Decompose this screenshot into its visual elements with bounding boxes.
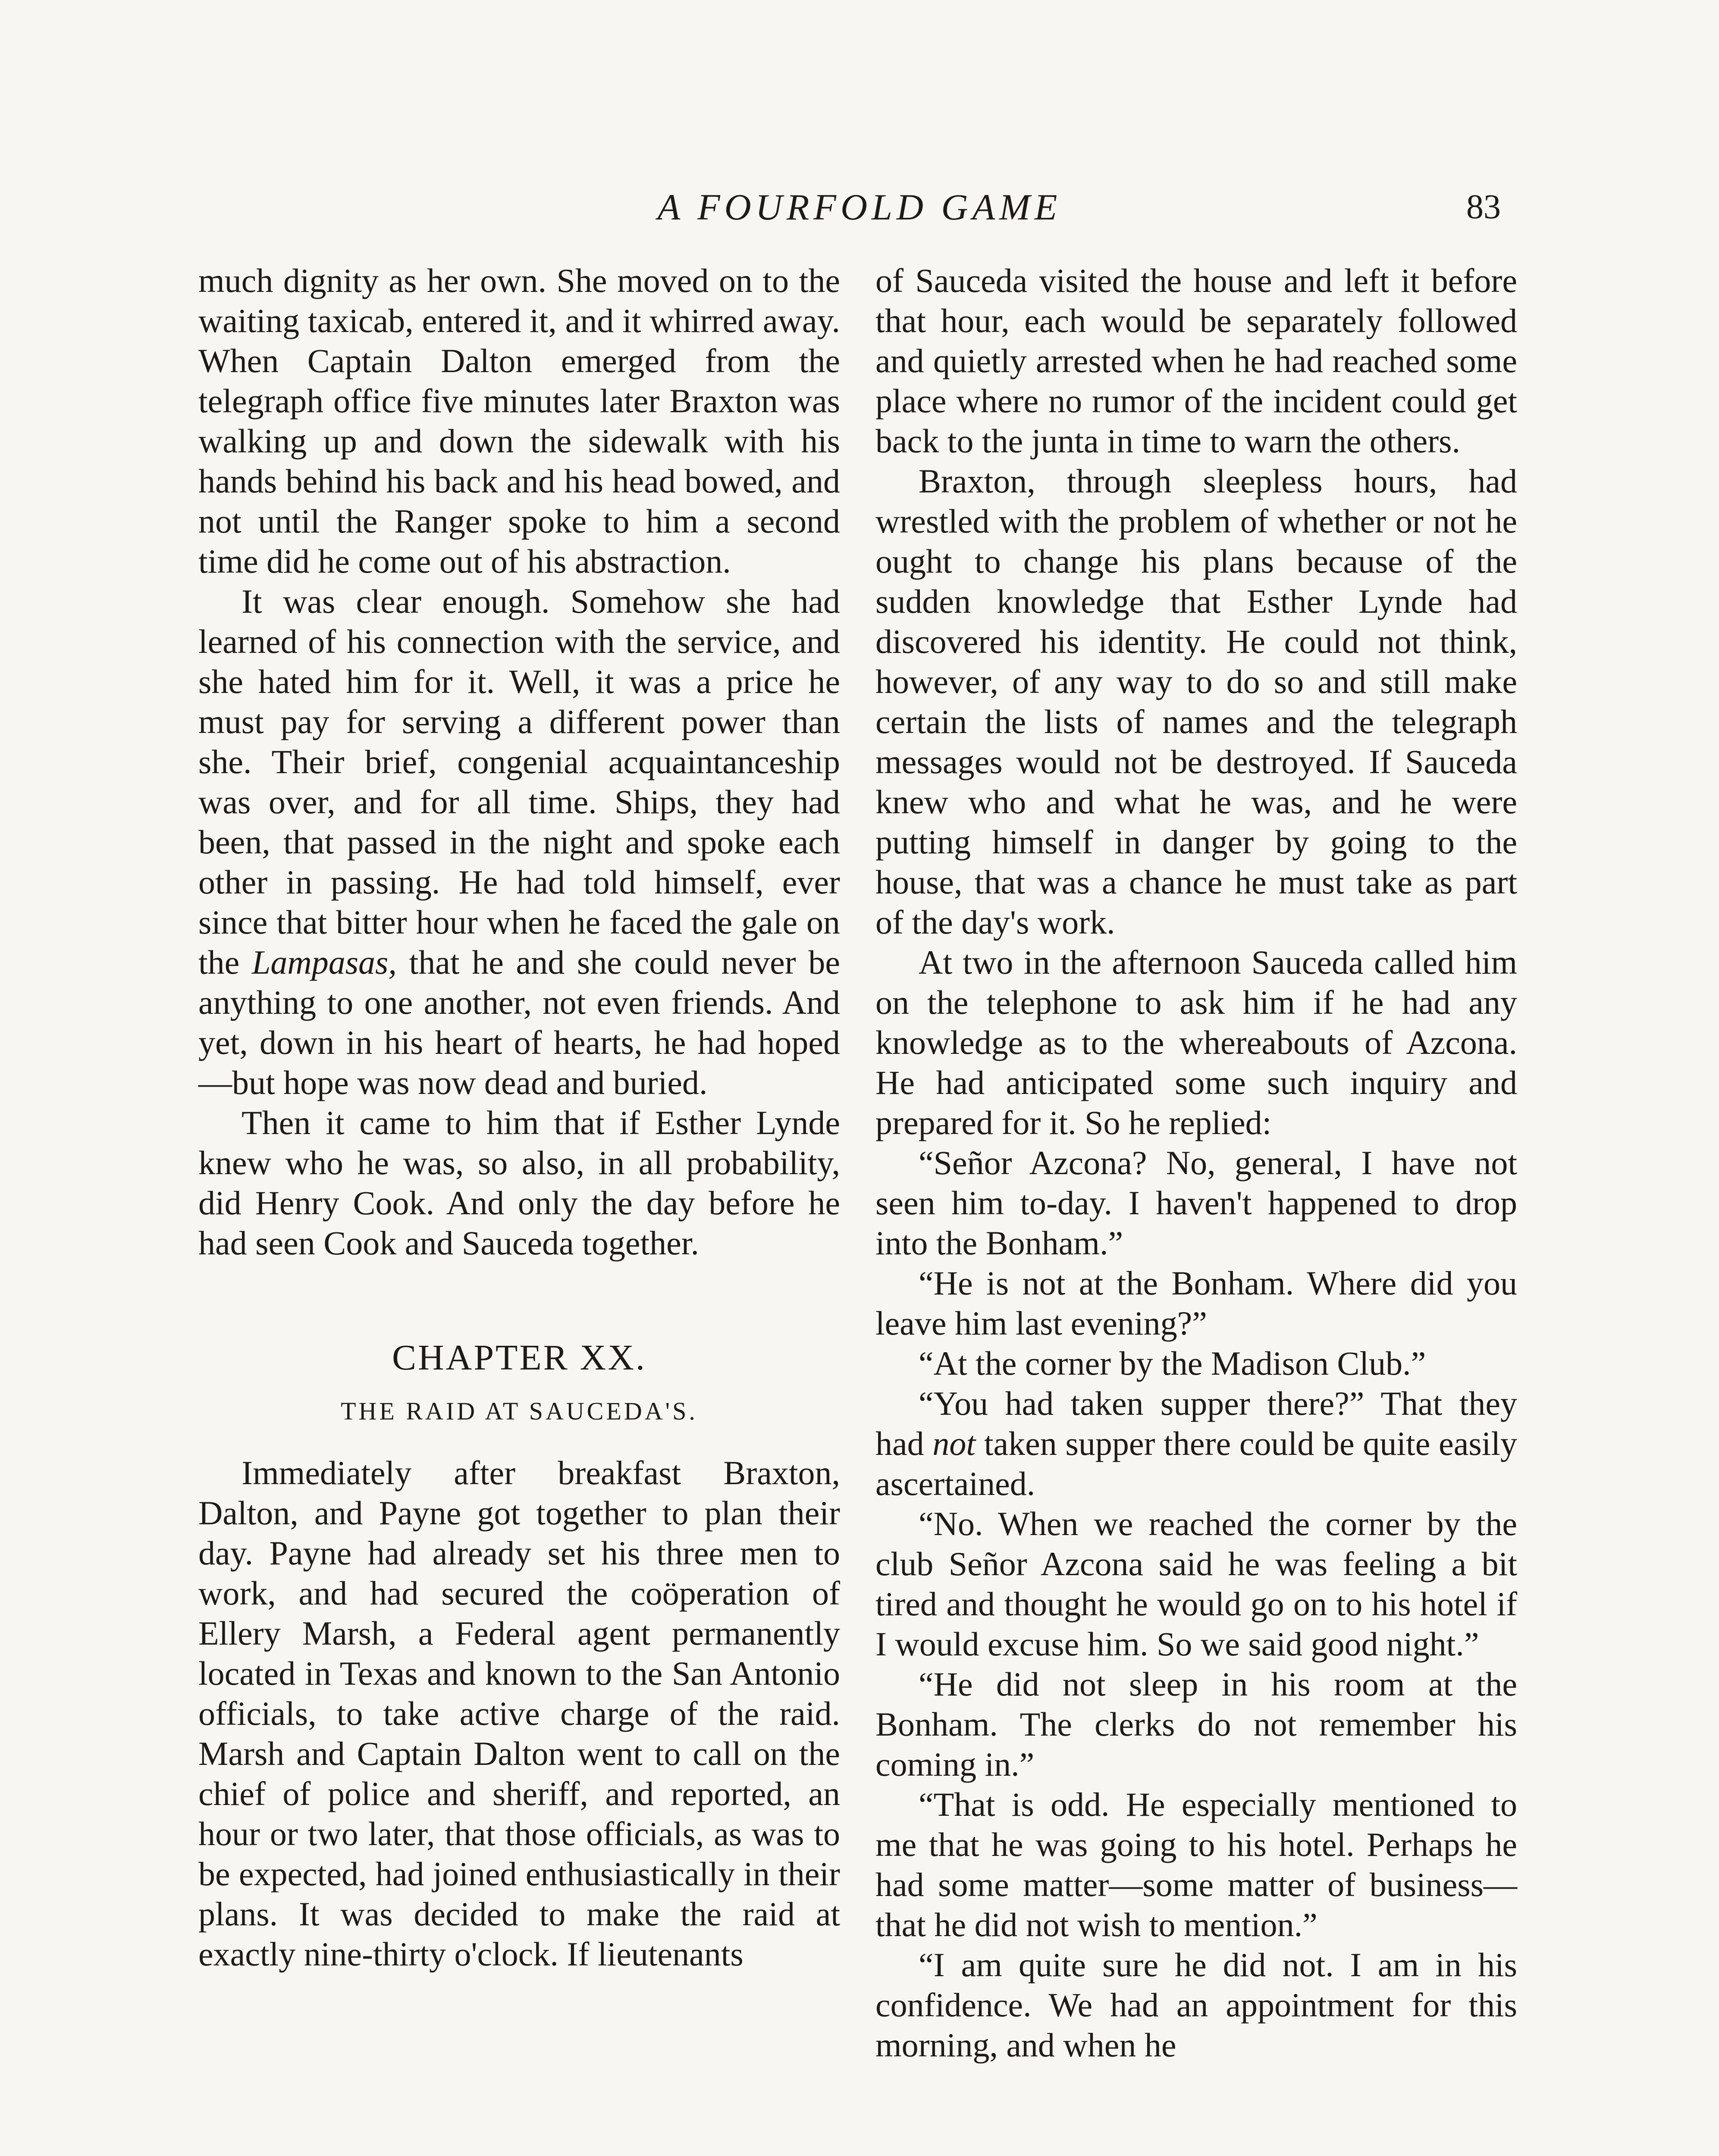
chapter-heading (198, 1336, 840, 1429)
left-column (198, 260, 840, 1974)
paragraph: “I am quite sure he did not. I am in his confidence. We had an appointment for this morning, and when he (875, 1946, 1517, 2064)
paragraph: “Señor Azcona? No, general, I have not seen him to-day. I haven't happened to drop into the Bonham.” (875, 1144, 1517, 1262)
ship-name: Lampasas, (251, 943, 397, 981)
running-header (0, 181, 1719, 233)
emphasis: not (932, 1425, 976, 1462)
page-number: 83 (1466, 188, 1501, 226)
paragraph: Immediately after breakfast Braxton, Dalton, and Payne got together to plan their day. Payne had already set his three men to work, and had secured the coöperation of Ellery Marsh, a Federal agent permanently located in Texas and known to the San Antonio officials, to take active charge of the raid. Marsh and Captain Dalton went to call on the chief of police and sheriff, and reported, an hour or two later, that those officials, as was to be expected, had joined enthusiastically in their plans. It was decided to make the raid at exactly nine-thirty o'clock. If lieutenants (198, 1454, 840, 1973)
running-title: A FOURFOLD GAME (657, 186, 1062, 228)
paragraph: Braxton, through sleepless hours, had wrestled with the problem of whether or not he ought to change his plans because of the sudden knowledge that Esther Lynde had discovered his identity. He could not think, however, of any way to do so and still make certain the lists of names and the telegraph messages would not be destroyed. If Sauceda knew who and what he was, and he were putting himself in danger by going to the house, that was a chance he must take as part of the day's work. (875, 462, 1517, 941)
paragraph: “He is not at the Bonham. Where did you leave him last evening?” (875, 1264, 1517, 1342)
paragraph-text: It was clear enough. Somehow she had learned of his connection with the service, and she hated him for it. Well, it was a price he must pay for serving a different power than she. Their brief, congenial acquaintanceship was over, and for all time. Ships, they had been, that passed in the night and spoke each other in passing. He had told himself, ever since that bitter hour when he faced the gale on the (198, 583, 840, 981)
paragraph: of Sauceda visited the house and left it before that hour, each would be separately followed and quietly arrested when he had reached some place where no rumor of the incident could get back to the junta in time to warn the others. (875, 262, 1517, 460)
paragraph: “At the corner by the Madison Club.” (919, 1344, 1426, 1382)
paragraph (198, 581, 840, 1103)
paragraph: “No. When we reached the corner by the club Señor Azcona said he was feeling a bit tired and thought he would go on to his hotel if I would excuse him. So we said good night.” (875, 1505, 1517, 1663)
paragraph-text: that he and she could never be anything to one another, not even friends. And yet, down in his heart of hearts, he had hoped—but hope was now dead and buried. (198, 943, 840, 1101)
paragraph: “That is odd. He especially mentioned to me that he was going to his hotel. Perhaps he had some matter—some matter of business—that he did not wish to mention.” (875, 1786, 1517, 1943)
chapter-number: CHAPTER XX. (392, 1338, 647, 1378)
paragraph (875, 1383, 1517, 1504)
chapter-subtitle: THE RAID AT SAUCEDA'S. (341, 1397, 698, 1425)
right-column (875, 260, 1517, 2065)
paragraph-text: taken supper there could be quite easily ascertained. (875, 1425, 1518, 1502)
paragraph: At two in the afternoon Sauceda called him on the telephone to ask him if he had any knowledge as to the whereabouts of Azcona. He had anticipated some such inquiry and prepared for it. So he replied: (875, 943, 1517, 1141)
paragraph: “He did not sleep in his room at the Bonham. The clerks do not remember his coming in.” (875, 1665, 1517, 1783)
paragraph: much dignity as her own. She moved on to the waiting taxicab, entered it, and it whirred away. When Captain Dalton emerged from the telegraph office five minutes later Braxton was walking up and down the sidewalk with his hands behind his back and his head bowed, and not until the Ranger spoke to him a second time did he come out of his abstraction. (198, 262, 840, 580)
paragraph: Then it came to him that if Esther Lynde knew who he was, so also, in all probability, did Henry Cook. And only the day before he had seen Cook and Sauceda together. (198, 1104, 840, 1262)
paragraph-text: “You had taken supper there?” That they had (875, 1385, 1517, 1462)
